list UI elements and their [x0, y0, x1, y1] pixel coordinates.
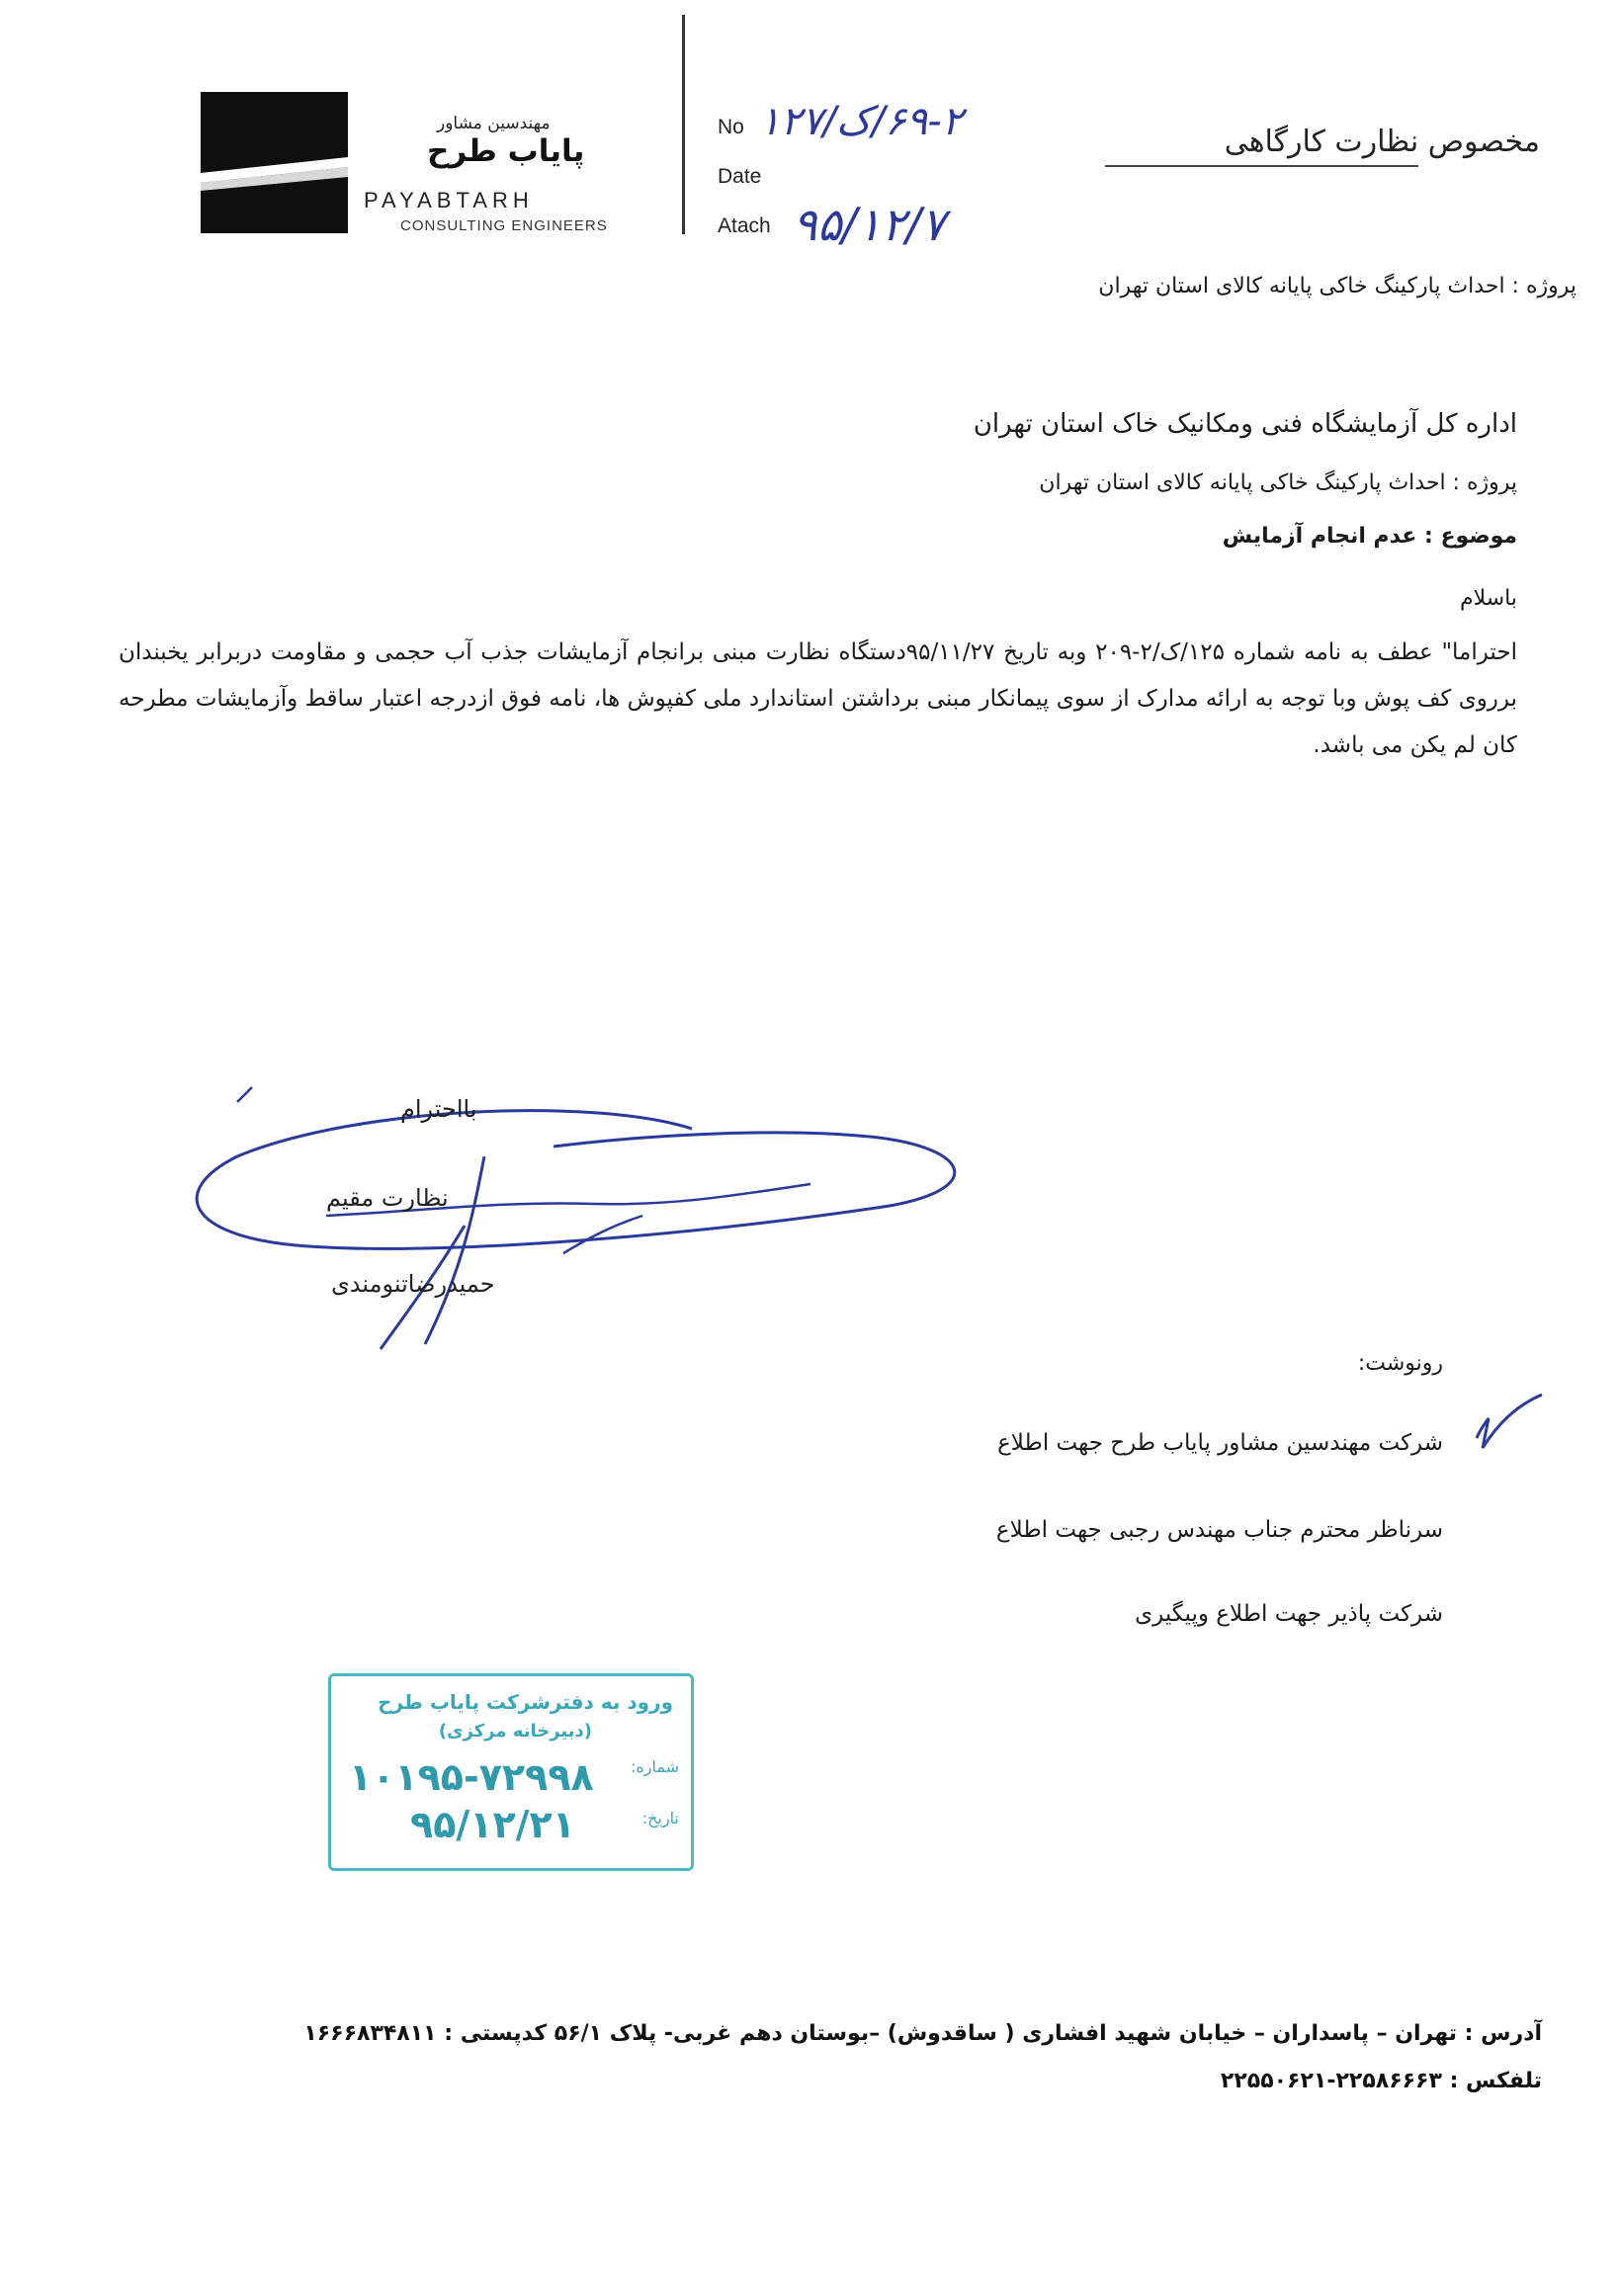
letter-number: ۶۹-۲/ک/۱۲۷ [759, 99, 964, 144]
greeting: باسلام [1459, 586, 1517, 611]
footer-phone: تلفکس : ۲۲۵۸۶۶۶۳-۲۲۵۵۰۶۲۱ [1220, 2069, 1542, 2093]
no-label: No [718, 116, 744, 138]
receipt-stamp [328, 1673, 694, 1871]
company-logo [201, 92, 348, 233]
signature-scribble [178, 1077, 988, 1378]
subject-line: موضوع : عدم انجام آزمایش [1222, 524, 1517, 549]
stamp-number: ۱۰۱۹۵-۷۲۹۹۸ [349, 1755, 594, 1799]
signature-name: حمیدرضاتنومندی [331, 1270, 495, 1298]
body-paragraph: احتراما" عطف به نامه شماره ۱۲۵/ک/۲-۲۰۹ وبه تاریخ ۹۵/۱۱/۲۷دستگاه نظارت مبنی برانجام آزمایشات جذب آب حجمی و مقاومت دربرابر یخبندان برروی کف پوش وبا توجه به ارائه مدارک از سوی پیمانکار مبنی برداشتن استاندارد ملی کفپوش ها، نامه فوق ازدرجه اعتبار ساقط وآزمایشات مطرحه کان لم یکن می باشد. [119, 639, 1517, 758]
project-line: پروژه : احداث پارکینگ خاکی پایانه کالای استان تهران [1039, 470, 1517, 495]
signature-role: نظارت مقیم [326, 1184, 449, 1212]
header-title: مخصوص نظارت کارگاهی [1224, 125, 1540, 159]
stamp-number-label: شماره: [630, 1757, 679, 1776]
header-underline [1105, 165, 1418, 167]
logo-subtitle-fa: مهندسین مشاور [437, 114, 551, 133]
logo-mark-icon [201, 92, 348, 233]
logo-title-en: PAYABTARH [364, 188, 534, 213]
stamp-line-2: (دبیرخانه مرکزی) [438, 1721, 592, 1742]
cc-item: شرکت مهندسین مشاور پایاب طرح جهت اطلاع [997, 1430, 1443, 1456]
header-divider [682, 15, 685, 234]
recipient: اداره کل آزمایشگاه فنی ومکانیک خاک استان تهران [973, 409, 1517, 439]
header-project-line: پروژه : احداث پارکینگ خاکی پایانه کالای استان تهران [1098, 274, 1576, 298]
signature-closing: بااحترام [400, 1095, 477, 1123]
checkmark-icon [1467, 1389, 1546, 1462]
footer-address: آدرس : تهران – پاسداران – خیابان شهید افشاری ( ساقدوش) –بوستان دهم غربی- پلاک ۵۶/۱ کدپستی : ۱۶۶۶۸۳۴۸۱۱ [303, 2021, 1542, 2046]
letter-date: ۹۵/۱۲/۷ [793, 198, 946, 251]
cc-item: سرناظر محترم جناب مهندس رجبی جهت اطلاع [995, 1517, 1443, 1543]
date-label: Date [718, 165, 762, 188]
stamp-date-label: تاریخ: [641, 1809, 679, 1828]
stamp-line-1: ورود به دفترشرکت پایاب طرح [378, 1690, 673, 1714]
logo-subtitle-en: CONSULTING ENGINEERS [400, 217, 608, 234]
logo-title-fa: پایاب طرح [427, 133, 585, 169]
atach-label: Atach [718, 214, 771, 237]
cc-item: شرکت پاذیر جهت اطلاع وپیگیری [1135, 1601, 1443, 1627]
cc-title: رونوشت: [1357, 1351, 1443, 1376]
stamp-date: ۹۵/۱۲/۲۱ [410, 1803, 575, 1846]
